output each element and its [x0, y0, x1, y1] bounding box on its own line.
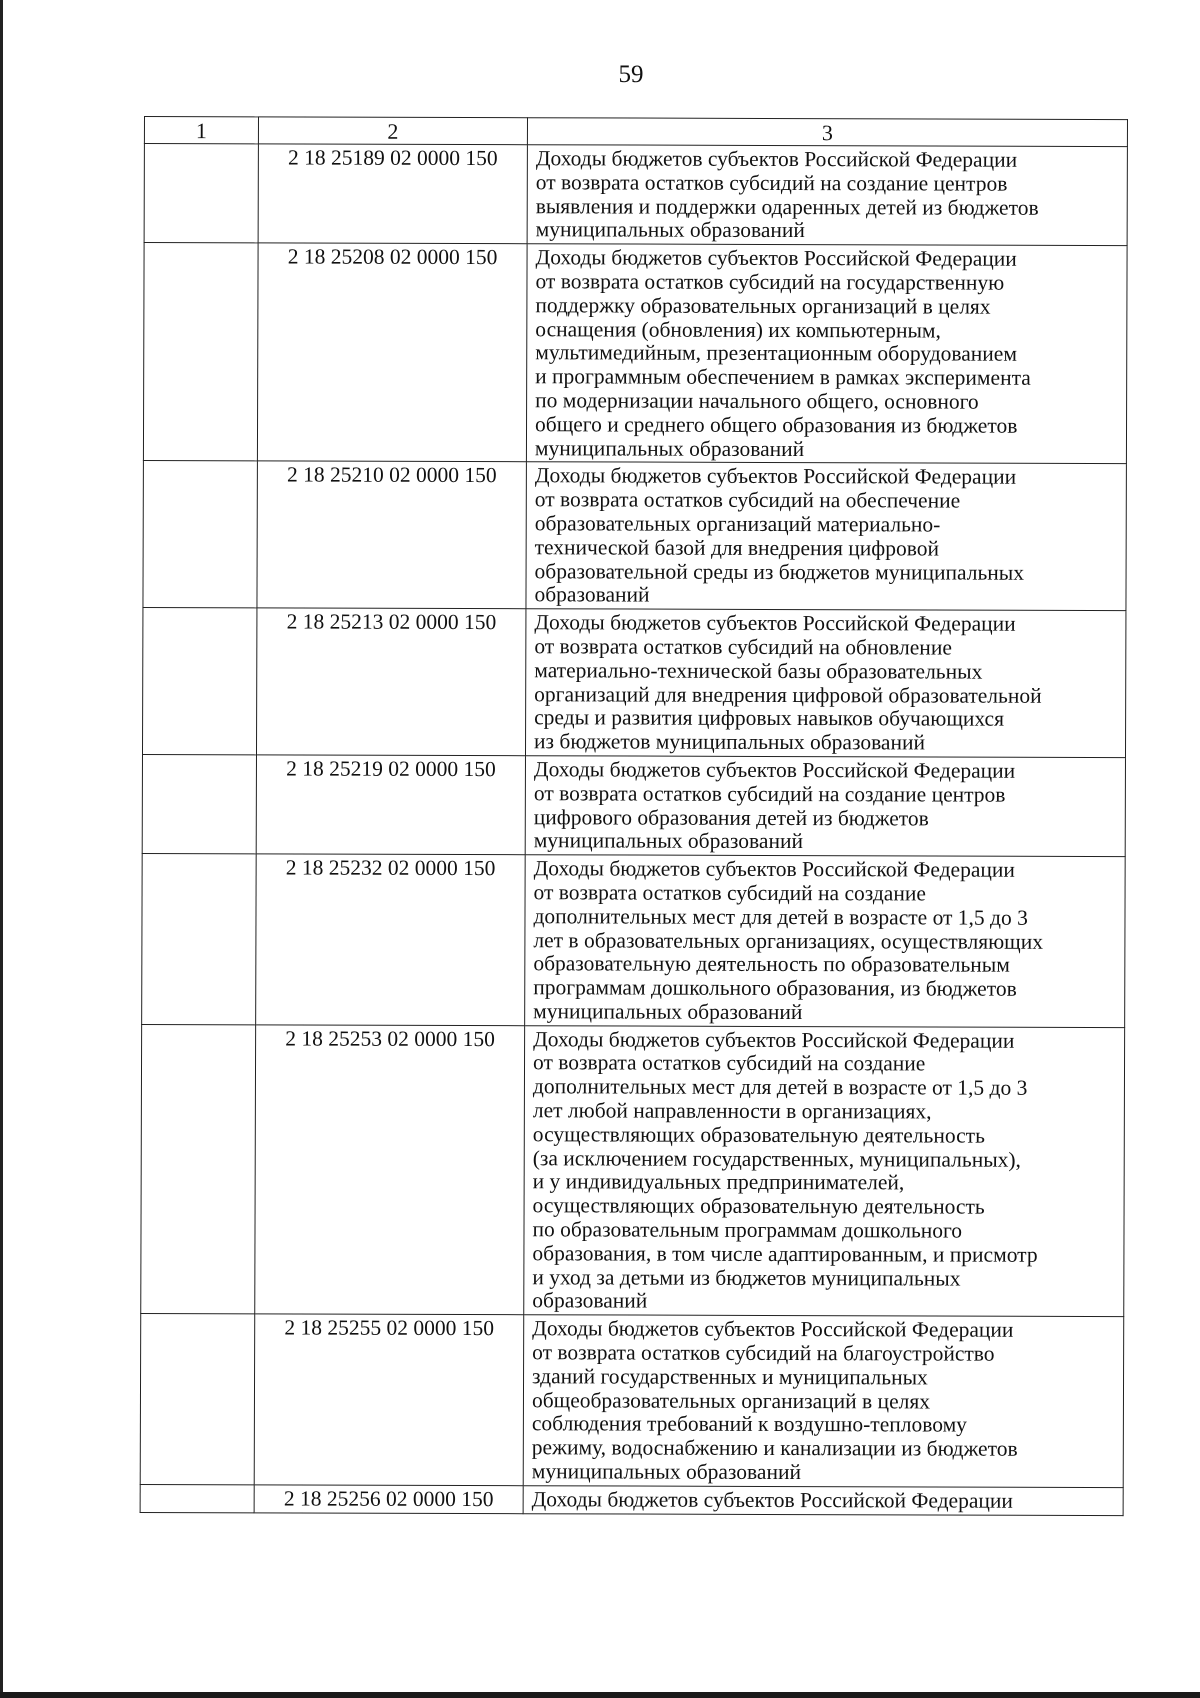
table-row [144, 144, 1127, 246]
table-row [143, 243, 1127, 464]
row-empty-cell [143, 243, 258, 462]
revenue-description: Доходы бюджетов субъектов Российской Федерации от возврата остатков субсидий на государственную поддержку образовательных организаций в целях оснащения (обновления) их компьютерным, мультимедийным, презентационным оборудованием и программным обеспечением в рамках эксперимента по модернизации начального общего, основного общего и среднего общего образования из бюджетов муниципальных образований [526, 244, 1127, 464]
revenue-description: Доходы бюджетов субъектов Российской Федерации от возврата остатков субсидий на создание дополнительных мест для детей в возрасте от 1,5 до 3 лет в образовательных организациях, осуществляющих образовательную деятельность по образовательным программам дошкольного образования, из бюджетов муниципальных образований [525, 855, 1126, 1027]
table-row [140, 1314, 1124, 1488]
header-cell-col2: 2 [258, 117, 527, 145]
row-empty-cell [142, 854, 257, 1025]
budget-revenue-table [140, 116, 1128, 1516]
budget-code: 2 18 25208 02 0000 150 [257, 243, 527, 462]
revenue-description: Доходы бюджетов субъектов Российской Федерации от возврата остатков субсидий на создание центров выявления и поддержки одаренных детей из бюджетов муниципальных образований [527, 145, 1127, 246]
table-row [143, 461, 1126, 611]
revenue-description: Доходы бюджетов субъектов Российской Федерации от возврата остатков субсидий на благоустройство зданий государственных и муниципальных общеобразовательных организаций в целях соблюдения требований к воздушно-тепловому режиму, водоснабжению и канализации из бюджетов муниципальных образований [523, 1315, 1124, 1487]
budget-code: 2 18 25210 02 0000 150 [257, 461, 526, 609]
table-row [141, 1024, 1125, 1317]
table-row [142, 854, 1126, 1028]
row-empty-cell [140, 1314, 255, 1485]
revenue-description: Доходы бюджетов субъектов Российской Федерации от возврата остатков субсидий на обеспечение образовательных организаций материально- технической базой для внедрения цифровой образовательной среды из бюджетов муниципальных образований [526, 462, 1126, 611]
table-row [140, 1484, 1123, 1515]
budget-code: 2 18 25255 02 0000 150 [254, 1314, 524, 1485]
budget-code: 2 18 25232 02 0000 150 [256, 854, 526, 1025]
table-header-row [144, 117, 1127, 147]
row-empty-cell [141, 1024, 256, 1314]
row-empty-cell [140, 1484, 254, 1512]
budget-code: 2 18 25219 02 0000 150 [256, 755, 525, 855]
revenue-description: Доходы бюджетов субъектов Российской Федерации от возврата остатков субсидий на создание центров цифрового образования детей из бюджетов муниципальных образований [525, 756, 1125, 857]
row-empty-cell [142, 608, 256, 755]
row-empty-cell [142, 754, 256, 854]
budget-code: 2 18 25189 02 0000 150 [258, 144, 527, 244]
row-empty-cell [143, 461, 257, 608]
table-row [142, 754, 1125, 856]
budget-code: 2 18 25256 02 0000 150 [254, 1485, 523, 1514]
table-row [142, 608, 1125, 758]
header-cell-col3: 3 [527, 118, 1127, 147]
budget-code: 2 18 25213 02 0000 150 [256, 608, 525, 756]
header-cell-col1: 1 [144, 117, 258, 144]
revenue-description: Доходы бюджетов субъектов Российской Федерации от возврата остатков субсидий на создание дополнительных мест для детей в возрасте от 1,5 до 3 лет любой направленности в организациях, осуществляющих образовательную деятельность (за исключением государственных, муниципальных), и у индивидуальных предпринимателей, осуществляющих образовательную деятельность по образовательным программам дошкольного образования, в том числе адаптированным, и присмотр и уход за детьми из бюджетов муниципальных образований [524, 1025, 1125, 1316]
row-empty-cell [144, 144, 258, 244]
page-number: 59 [618, 61, 644, 88]
scan-left-edge [0, 0, 3, 1698]
budget-code: 2 18 25253 02 0000 150 [255, 1025, 525, 1315]
scan-bottom-edge [0, 1692, 1200, 1698]
revenue-description: Доходы бюджетов субъектов Российской Федерации от возврата остатков субсидий на обновление материально-технической базы образовательных организаций для внедрения цифровой образовательной среды и развития цифровых навыков обучающихся из бюджетов муниципальных образований [525, 609, 1125, 758]
revenue-description: Доходы бюджетов субъектов Российской Федерации [523, 1486, 1123, 1516]
